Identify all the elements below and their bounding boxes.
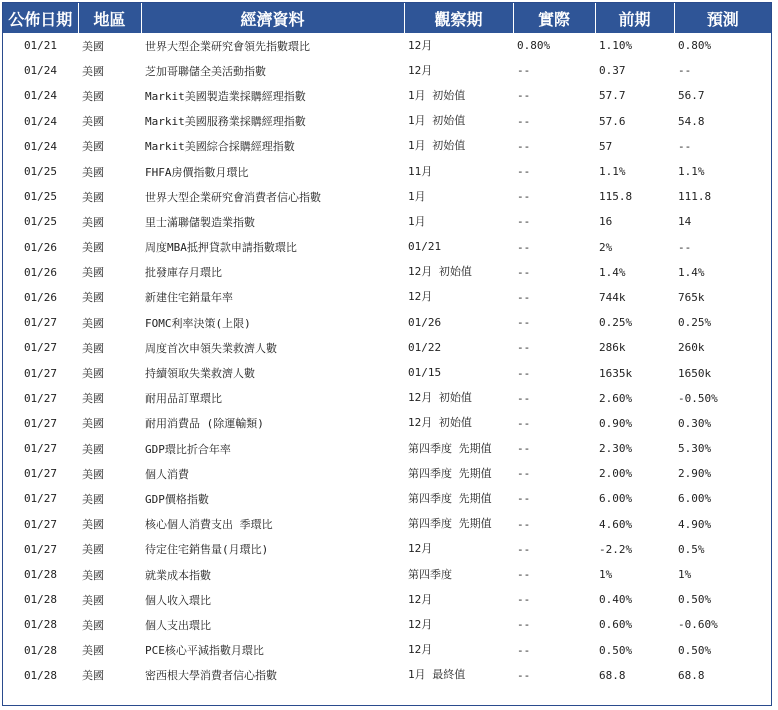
cell-indicator: Markit美國製造業採購經理指數 xyxy=(145,89,306,103)
cell-forecast: 2.90% xyxy=(678,467,712,481)
table-row xyxy=(3,587,771,612)
cell-indicator: Markit美國服務業採購經理指數 xyxy=(145,115,306,129)
cell-date: 01/28 xyxy=(23,593,58,607)
cell-period: 12月 xyxy=(408,617,433,631)
cell-date: 01/27 xyxy=(23,391,58,405)
cell-forecast: 765k xyxy=(678,290,705,304)
cell-forecast: -- xyxy=(678,64,692,78)
cell-indicator: 世界大型企業研究會領先指數環比 xyxy=(145,39,310,53)
cell-actual: -- xyxy=(517,265,531,279)
cell-actual: -- xyxy=(517,643,531,657)
cell-forecast: -0.60% xyxy=(678,618,718,632)
cell-region: 美國 xyxy=(82,215,104,229)
cell-actual: -- xyxy=(517,290,531,304)
cell-forecast: 54.8 xyxy=(678,114,705,128)
cell-date: 01/28 xyxy=(23,618,58,632)
cell-date: 01/25 xyxy=(23,215,58,229)
cell-actual: -- xyxy=(517,316,531,330)
cell-date: 01/24 xyxy=(23,114,58,128)
cell-previous: 0.90% xyxy=(599,416,633,430)
cell-actual: -- xyxy=(517,165,531,179)
table-row xyxy=(3,33,771,58)
cell-indicator: GDP價格指數 xyxy=(145,492,209,506)
cell-actual: -- xyxy=(517,89,531,103)
table-row xyxy=(3,537,771,562)
cell-region: 美國 xyxy=(82,417,104,431)
cell-forecast: 68.8 xyxy=(678,668,705,682)
cell-previous: 57 xyxy=(599,139,613,153)
cell-date: 01/27 xyxy=(23,341,58,355)
cell-period: 12月 初始值 xyxy=(408,265,472,279)
cell-indicator: 個人支出環比 xyxy=(145,618,211,632)
cell-period: 01/26 xyxy=(408,315,442,329)
cell-date: 01/27 xyxy=(23,366,58,380)
cell-actual: -- xyxy=(517,215,531,229)
cell-forecast: 14 xyxy=(678,215,692,229)
table-row xyxy=(3,436,771,461)
column-header-period[interactable]: 觀察期 xyxy=(404,3,513,33)
cell-region: 美國 xyxy=(82,241,104,255)
cell-region: 美國 xyxy=(82,669,104,683)
cell-indicator: FOMC利率決策(上限) xyxy=(145,316,251,330)
table-row xyxy=(3,134,771,159)
cell-period: 12月 xyxy=(408,63,433,77)
cell-previous: 57.7 xyxy=(599,89,626,103)
cell-forecast: 56.7 xyxy=(678,89,705,103)
cell-period: 01/22 xyxy=(408,340,442,354)
cell-indicator: 周度首次申領失業救濟人數 xyxy=(145,341,277,355)
cell-region: 美國 xyxy=(82,291,104,305)
cell-indicator: 周度MBA抵押貸款申請指數環比 xyxy=(145,241,297,255)
table-row xyxy=(3,411,771,436)
column-header-region[interactable]: 地區 xyxy=(78,3,141,33)
cell-period: 12月 初始值 xyxy=(408,416,472,430)
cell-forecast: 1650k xyxy=(678,366,712,380)
table-row xyxy=(3,486,771,511)
table-row xyxy=(3,386,771,411)
table-row xyxy=(3,109,771,134)
cell-indicator: PCE核心平減指數月環比 xyxy=(145,644,264,658)
cell-previous: 4.60% xyxy=(599,517,633,531)
cell-period: 1月 初始值 xyxy=(408,88,466,102)
table-row xyxy=(3,285,771,310)
cell-indicator: 持續領取失業救濟人數 xyxy=(145,367,255,381)
cell-date: 01/24 xyxy=(23,64,58,78)
cell-indicator: 待定住宅銷售量(月環比) xyxy=(145,543,269,557)
cell-period: 第四季度 先期值 xyxy=(408,517,492,531)
cell-previous: 1.10% xyxy=(599,39,633,53)
cell-actual: 0.80% xyxy=(517,39,551,53)
cell-region: 美國 xyxy=(82,467,104,481)
header-row xyxy=(3,3,771,33)
table-row xyxy=(3,235,771,260)
cell-region: 美國 xyxy=(82,115,104,129)
cell-period: 12月 xyxy=(408,38,433,52)
cell-period: 第四季度 先期值 xyxy=(408,491,492,505)
cell-region: 美國 xyxy=(82,140,104,154)
cell-forecast: 0.50% xyxy=(678,643,712,657)
cell-region: 美國 xyxy=(82,593,104,607)
cell-actual: -- xyxy=(517,416,531,430)
cell-previous: 68.8 xyxy=(599,668,626,682)
cell-actual: -- xyxy=(517,240,531,254)
cell-actual: -- xyxy=(517,366,531,380)
cell-indicator: 耐用品訂單環比 xyxy=(145,392,222,406)
cell-date: 01/27 xyxy=(23,467,58,481)
cell-actual: -- xyxy=(517,568,531,582)
cell-indicator: 新建住宅銷量年率 xyxy=(145,291,233,305)
cell-region: 美國 xyxy=(82,165,104,179)
table-row xyxy=(3,612,771,637)
table-row xyxy=(3,461,771,486)
cell-region: 美國 xyxy=(82,568,104,582)
table-row xyxy=(3,260,771,285)
table-row xyxy=(3,562,771,587)
cell-period: 01/21 xyxy=(408,240,442,254)
cell-date: 01/25 xyxy=(23,190,58,204)
cell-region: 美國 xyxy=(82,64,104,78)
cell-date: 01/28 xyxy=(23,643,58,657)
cell-previous: 0.50% xyxy=(599,643,633,657)
table-row xyxy=(3,638,771,663)
cell-indicator: GDP環比折合年率 xyxy=(145,442,231,456)
cell-forecast: 1.4% xyxy=(678,265,705,279)
table-row xyxy=(3,58,771,83)
cell-region: 美國 xyxy=(82,543,104,557)
economic-calendar-table xyxy=(3,3,771,688)
cell-previous: 286k xyxy=(599,341,626,355)
table-row xyxy=(3,512,771,537)
cell-date: 01/27 xyxy=(23,416,58,430)
cell-period: 1月 xyxy=(408,214,426,228)
cell-period: 1月 初始值 xyxy=(408,114,466,128)
cell-date: 01/26 xyxy=(23,290,58,304)
cell-region: 美國 xyxy=(82,618,104,632)
table-row xyxy=(3,663,771,688)
cell-forecast: 1.1% xyxy=(678,165,705,179)
table-row xyxy=(3,335,771,360)
cell-actual: -- xyxy=(517,190,531,204)
cell-forecast: -- xyxy=(678,139,692,153)
column-header-actual[interactable]: 實際 xyxy=(513,3,595,33)
cell-actual: -- xyxy=(517,442,531,456)
cell-forecast: 111.8 xyxy=(678,190,712,204)
cell-indicator: 就業成本指數 xyxy=(145,568,211,582)
cell-previous: 16 xyxy=(599,215,613,229)
cell-actual: -- xyxy=(517,467,531,481)
cell-forecast: -- xyxy=(678,240,692,254)
cell-date: 01/27 xyxy=(23,492,58,506)
cell-forecast: 260k xyxy=(678,341,705,355)
table-row xyxy=(3,184,771,209)
cell-region: 美國 xyxy=(82,492,104,506)
cell-date: 01/27 xyxy=(23,517,58,531)
cell-region: 美國 xyxy=(82,316,104,330)
cell-actual: -- xyxy=(517,341,531,355)
cell-date: 01/27 xyxy=(23,542,58,556)
cell-date: 01/25 xyxy=(23,165,58,179)
cell-previous: 1% xyxy=(599,568,613,582)
cell-region: 美國 xyxy=(82,89,104,103)
cell-forecast: 0.30% xyxy=(678,416,712,430)
cell-period: 第四季度 xyxy=(408,567,452,581)
cell-forecast: 5.30% xyxy=(678,442,712,456)
cell-region: 美國 xyxy=(82,190,104,204)
cell-previous: 2% xyxy=(599,240,613,254)
cell-previous: 1.4% xyxy=(599,265,626,279)
cell-period: 12月 xyxy=(408,542,433,556)
cell-period: 11月 xyxy=(408,164,433,178)
cell-date: 01/24 xyxy=(23,139,58,153)
column-header-forecast[interactable]: 預測 xyxy=(674,3,771,33)
cell-actual: -- xyxy=(517,492,531,506)
cell-forecast: 0.25% xyxy=(678,316,712,330)
cell-forecast: 6.00% xyxy=(678,492,712,506)
table-row xyxy=(3,310,771,335)
cell-region: 美國 xyxy=(82,442,104,456)
cell-previous: 0.37 xyxy=(599,64,626,78)
table-row xyxy=(3,360,771,385)
cell-previous: 2.00% xyxy=(599,467,633,481)
cell-previous: -2.2% xyxy=(599,542,633,556)
cell-forecast: 4.90% xyxy=(678,517,712,531)
cell-period: 第四季度 先期值 xyxy=(408,466,492,480)
cell-previous: 115.8 xyxy=(599,190,633,204)
cell-region: 美國 xyxy=(82,266,104,280)
cell-actual: -- xyxy=(517,668,531,682)
cell-indicator: 核心個人消費支出 季環比 xyxy=(145,518,273,532)
cell-region: 美國 xyxy=(82,644,104,658)
cell-previous: 744k xyxy=(599,290,626,304)
cell-previous: 0.25% xyxy=(599,316,633,330)
cell-actual: -- xyxy=(517,593,531,607)
cell-actual: -- xyxy=(517,517,531,531)
column-header-indicator[interactable]: 經濟資料 xyxy=(141,3,404,33)
cell-previous: 57.6 xyxy=(599,114,626,128)
cell-actual: -- xyxy=(517,542,531,556)
cell-date: 01/27 xyxy=(23,316,58,330)
cell-indicator: 個人收入環比 xyxy=(145,593,211,607)
cell-region: 美國 xyxy=(82,367,104,381)
cell-date: 01/21 xyxy=(23,39,58,53)
cell-period: 01/15 xyxy=(408,366,442,380)
cell-date: 01/28 xyxy=(23,668,58,682)
cell-indicator: 芝加哥聯儲全美活動指數 xyxy=(145,64,266,78)
cell-indicator: 耐用消費品 (除運輸類) xyxy=(145,417,264,431)
cell-indicator: 批發庫存月環比 xyxy=(145,266,222,280)
cell-period: 12月 xyxy=(408,592,433,606)
cell-region: 美國 xyxy=(82,518,104,532)
table-row xyxy=(3,159,771,184)
cell-previous: 0.40% xyxy=(599,593,633,607)
table-row xyxy=(3,209,771,234)
cell-region: 美國 xyxy=(82,392,104,406)
cell-previous: 1.1% xyxy=(599,165,626,179)
cell-indicator: 世界大型企業研究會消費者信心指數 xyxy=(145,190,321,204)
cell-indicator: 個人消費 xyxy=(145,467,189,481)
cell-period: 12月 初始值 xyxy=(408,391,472,405)
cell-date: 01/26 xyxy=(23,240,58,254)
cell-actual: -- xyxy=(517,618,531,632)
cell-previous: 0.60% xyxy=(599,618,633,632)
cell-period: 12月 xyxy=(408,290,433,304)
cell-indicator: 里士滿聯儲製造業指數 xyxy=(145,215,255,229)
cell-actual: -- xyxy=(517,391,531,405)
cell-period: 1月 初始值 xyxy=(408,139,466,153)
cell-forecast: -0.50% xyxy=(678,391,718,405)
column-header-previous[interactable]: 前期 xyxy=(595,3,674,33)
cell-forecast: 0.80% xyxy=(678,39,712,53)
cell-period: 1月 最終值 xyxy=(408,668,466,682)
cell-actual: -- xyxy=(517,139,531,153)
cell-indicator: Markit美國綜合採購經理指數 xyxy=(145,140,295,154)
cell-date: 01/28 xyxy=(23,568,58,582)
cell-actual: -- xyxy=(517,64,531,78)
cell-region: 美國 xyxy=(82,341,104,355)
cell-period: 1月 xyxy=(408,189,426,203)
cell-indicator: 密西根大學消費者信心指數 xyxy=(145,669,277,683)
cell-date: 01/26 xyxy=(23,265,58,279)
cell-indicator: FHFA房價指數月環比 xyxy=(145,165,249,179)
column-header-date[interactable]: 公佈日期 xyxy=(3,3,78,33)
cell-previous: 6.00% xyxy=(599,492,633,506)
cell-previous: 1635k xyxy=(599,366,633,380)
cell-actual: -- xyxy=(517,114,531,128)
cell-previous: 2.60% xyxy=(599,391,633,405)
cell-period: 12月 xyxy=(408,643,433,657)
table-row xyxy=(3,83,771,108)
cell-previous: 2.30% xyxy=(599,442,633,456)
cell-period: 第四季度 先期值 xyxy=(408,441,492,455)
cell-date: 01/24 xyxy=(23,89,58,103)
cell-forecast: 0.50% xyxy=(678,593,712,607)
cell-region: 美國 xyxy=(82,39,104,53)
cell-forecast: 0.5% xyxy=(678,542,705,556)
cell-forecast: 1% xyxy=(678,568,692,582)
cell-date: 01/27 xyxy=(23,442,58,456)
